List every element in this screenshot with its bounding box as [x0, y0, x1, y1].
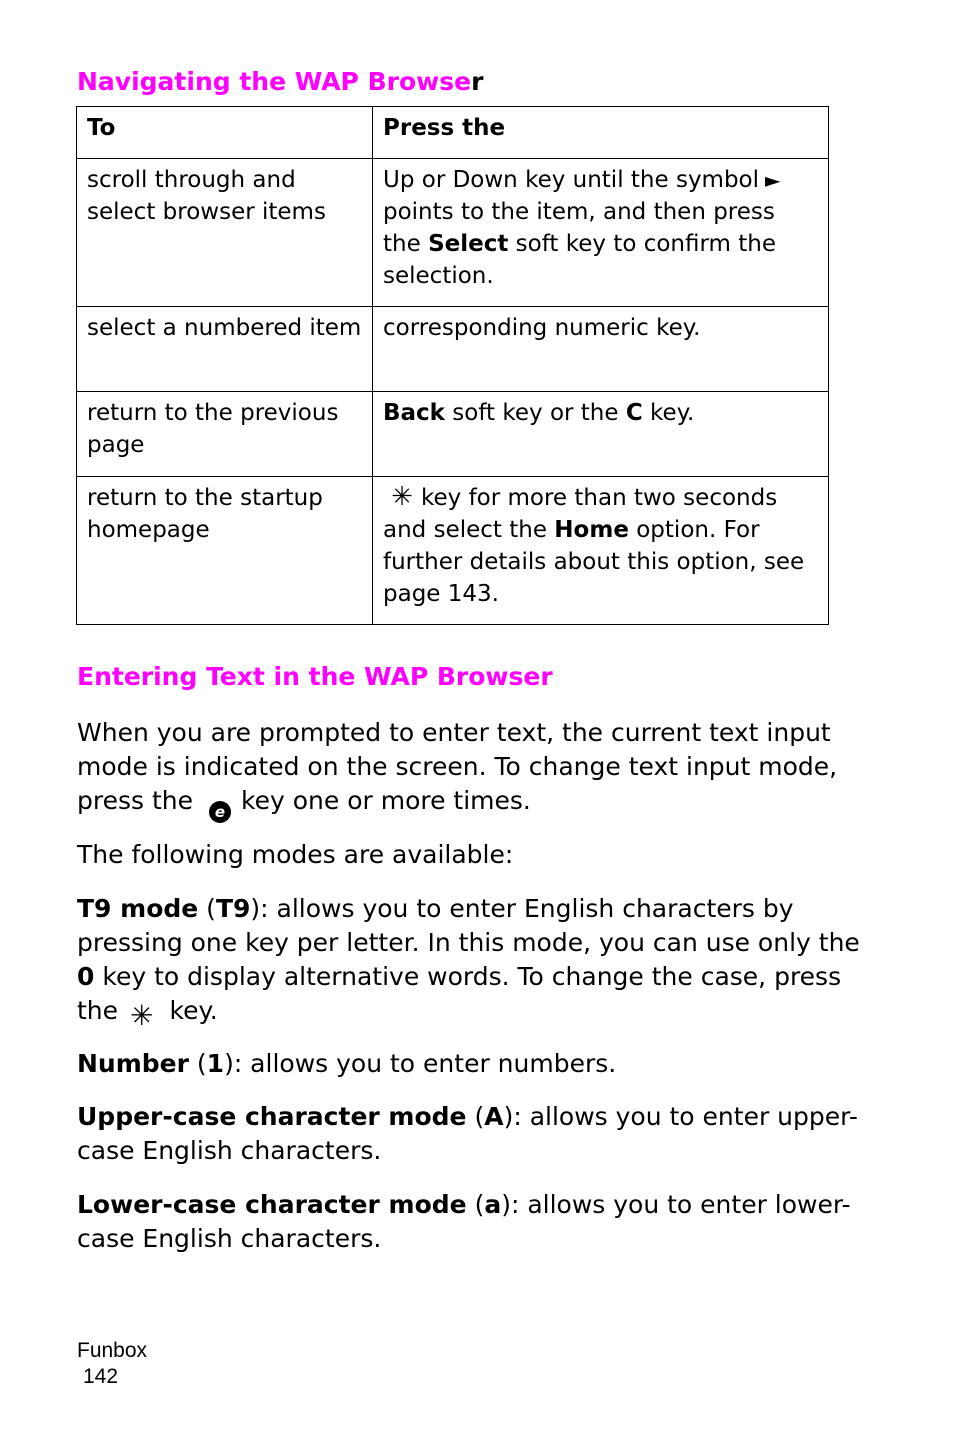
table-header-row [77, 107, 829, 159]
number-mode-code: 1 [206, 1049, 225, 1078]
t9-mode-code: T9 [215, 894, 251, 923]
press-text: soft key to confirm the selection. [383, 231, 777, 289]
row-to: scroll through and select browser items [77, 159, 373, 307]
intro-text: When you are prompted to enter text, the current text input mode is indicated on the screen. To change text input mode, press the [77, 718, 838, 815]
t9-text: key. [169, 996, 218, 1025]
upper-case-mode-description: Upper-case character mode (A): allows you to enter upper-case English characters. [77, 1102, 858, 1165]
lower-case-mode-label: Lower-case character mode [77, 1190, 467, 1219]
table-row [77, 477, 829, 625]
press-text: key for more than two seconds and select the [383, 485, 778, 543]
upper-case-text: ): allows you to enter upper-case English characters. [77, 1102, 858, 1165]
t9-text: key to display alternative words. To change the case, press the [77, 962, 842, 1025]
t9-mode-description: T9 mode (T9): allows you to enter English characters by pressing one key per letter. In this mode, you can use only the 0 key to display alternative words. To change the case, press the ✳ key. [77, 894, 860, 1032]
section-title-tail: r [471, 67, 484, 96]
row-to: select a numbered item [77, 307, 373, 392]
back-key-label: Back [383, 400, 445, 426]
t9-text: ): allows you to enter English characters by pressing one key per letter. In this mode, you can use only the [77, 894, 860, 957]
t9-mode-label: T9 mode [77, 894, 199, 923]
row-to: return to the startup homepage [77, 477, 373, 625]
right-pointer-icon: ► [765, 168, 781, 192]
row-press [373, 392, 829, 477]
press-text: soft key or the [452, 400, 619, 426]
browser-key-icon: e [209, 801, 231, 823]
modes-intro: The following modes are available: [77, 840, 514, 869]
lower-case-text: ): allows you to enter lower-case English characters. [77, 1190, 851, 1253]
star-key-icon: ✳ [391, 482, 413, 512]
section-title-navigating [77, 67, 483, 96]
lower-case-mode-code: a [484, 1190, 502, 1219]
intro-paragraph [77, 716, 877, 823]
press-text: Up or Down key until the symbol [383, 167, 760, 193]
table-row [77, 392, 829, 477]
lower-case-mode-description: Lower-case character mode (a): allows you to enter lower-case English characters. [77, 1190, 851, 1253]
navigation-table [76, 106, 829, 625]
upper-case-mode-code: A [484, 1102, 504, 1131]
star-key-icon: ✳ [130, 999, 154, 1032]
header-press: Press the [373, 107, 829, 159]
row-press: corresponding numeric key. [373, 307, 829, 392]
header-to: To [77, 107, 373, 159]
table-row [77, 307, 829, 392]
intro-text: key one or more times. [241, 786, 531, 815]
number-mode-label: Number [77, 1049, 189, 1078]
home-option-label: Home [554, 517, 629, 543]
section-title-entering-text: Entering Text in the WAP Browser [77, 662, 553, 691]
upper-case-mode-label: Upper-case character mode [77, 1102, 467, 1131]
press-text: key. [650, 400, 695, 426]
c-key-label: C [625, 400, 643, 426]
zero-key-label: 0 [77, 962, 95, 991]
footer-section-name: Funbox [77, 1339, 148, 1362]
page-footer [77, 1338, 147, 1390]
page-number: 142 [83, 1365, 119, 1388]
press-text: option. For further details about this option, see page 143. [383, 517, 805, 607]
row-press [373, 477, 829, 625]
number-text: ): allows you to enter numbers. [224, 1049, 617, 1078]
select-key-label: Select [428, 231, 509, 257]
number-mode-description: Number (1): allows you to enter numbers. [77, 1049, 617, 1078]
table-row [77, 159, 829, 307]
press-text: points to the item, and then press the [383, 199, 775, 257]
section-title-main: Navigating the WAP Browse [77, 67, 472, 96]
row-press [373, 159, 829, 307]
row-to: return to the previous page [77, 392, 373, 477]
